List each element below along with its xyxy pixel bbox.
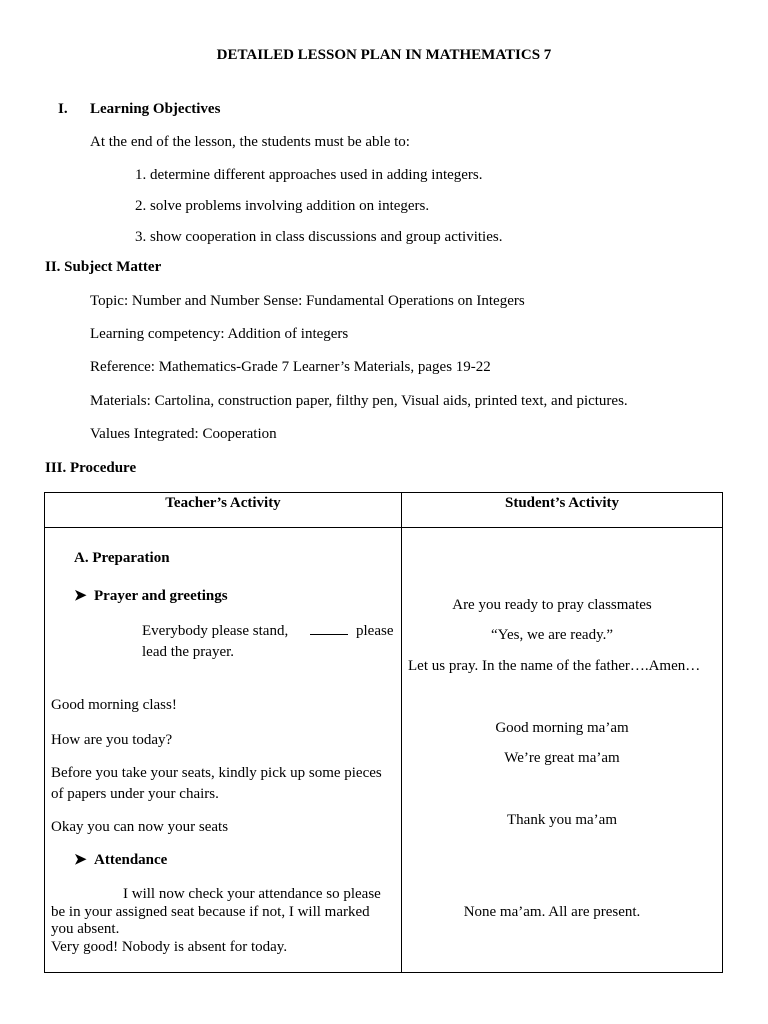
attendance-line4: Very good! Nobody is absent for today. xyxy=(51,939,288,955)
arrowhead-bullet-icon: ➤ xyxy=(74,588,87,604)
section-2-heading: II. Subject Matter xyxy=(45,259,162,275)
student-yes: “Yes, we are ready.” xyxy=(490,627,614,643)
page-title: DETAILED LESSON PLAN IN MATHEMATICS 7 xyxy=(216,47,552,63)
objective-item: 1. determine different approaches used in adding integers. xyxy=(135,167,483,183)
teacher-how-are-you: How are you today? xyxy=(51,732,173,748)
student-none-absent: None ma’am. All are present. xyxy=(463,904,641,920)
prayer-instruction-line1b: please xyxy=(356,623,394,639)
teacher-seats: Okay you can now your seats xyxy=(51,819,229,835)
attendance-line3: you absent. xyxy=(51,921,120,937)
competency-text: Learning competency: Addition of integers xyxy=(90,326,349,342)
values-text: Values Integrated: Cooperation xyxy=(90,426,277,442)
teacher-pick-up-line2: of papers under your chairs. xyxy=(51,786,219,802)
header-divider xyxy=(45,527,722,528)
objective-item: 2. solve problems involving addition on integers. xyxy=(135,198,430,214)
procedure-table xyxy=(44,492,723,973)
prayer-instruction-line1a: Everybody please stand, xyxy=(142,623,289,639)
attendance-label: Attendance xyxy=(94,852,168,868)
objectives-intro: At the end of the lesson, the students must be able to: xyxy=(90,134,410,150)
objective-item: 3. show cooperation in class discussions and group activities. xyxy=(135,229,503,245)
teacher-good-morning: Good morning class! xyxy=(51,697,177,713)
student-column-header: Student’s Activity xyxy=(504,495,620,511)
attendance-line1: I will now check your attendance so please xyxy=(123,886,381,902)
preparation-heading: A. Preparation xyxy=(74,550,170,566)
student-great: We’re great ma’am xyxy=(504,750,620,766)
student-thanks: Thank you ma’am xyxy=(507,812,617,828)
teacher-column-header: Teacher’s Activity xyxy=(165,495,281,511)
attendance-line2: be in your assigned seat because if not, I will marked xyxy=(51,904,370,920)
attendance-heading xyxy=(74,851,167,869)
prayer-instruction-line2: lead the prayer. xyxy=(142,644,235,660)
student-ready: Are you ready to pray classmates xyxy=(452,597,652,613)
student-pray: Let us pray. In the name of the father….Amen… xyxy=(408,658,701,674)
teacher-pick-up-line1: Before you take your seats, kindly pick up some pieces xyxy=(51,765,382,781)
section-1-number: I. xyxy=(58,101,68,117)
section-1-heading: Learning Objectives xyxy=(90,101,221,117)
prayer-greetings-label: Prayer and greetings xyxy=(94,588,228,604)
prayer-greetings-heading xyxy=(74,587,228,605)
topic-text: Topic: Number and Number Sense: Fundamental Operations on Integers xyxy=(90,293,525,309)
section-3-heading: III. Procedure xyxy=(45,460,137,476)
reference-text: Reference: Mathematics-Grade 7 Learner’s Materials, pages 19-22 xyxy=(90,359,491,375)
prayer-blank xyxy=(310,622,348,640)
arrowhead-bullet-icon: ➤ xyxy=(74,852,87,868)
student-good-morning: Good morning ma’am xyxy=(495,720,629,736)
materials-text: Materials: Cartolina, construction paper, filthy pen, Visual aids, printed text, and pictures. xyxy=(90,393,628,409)
